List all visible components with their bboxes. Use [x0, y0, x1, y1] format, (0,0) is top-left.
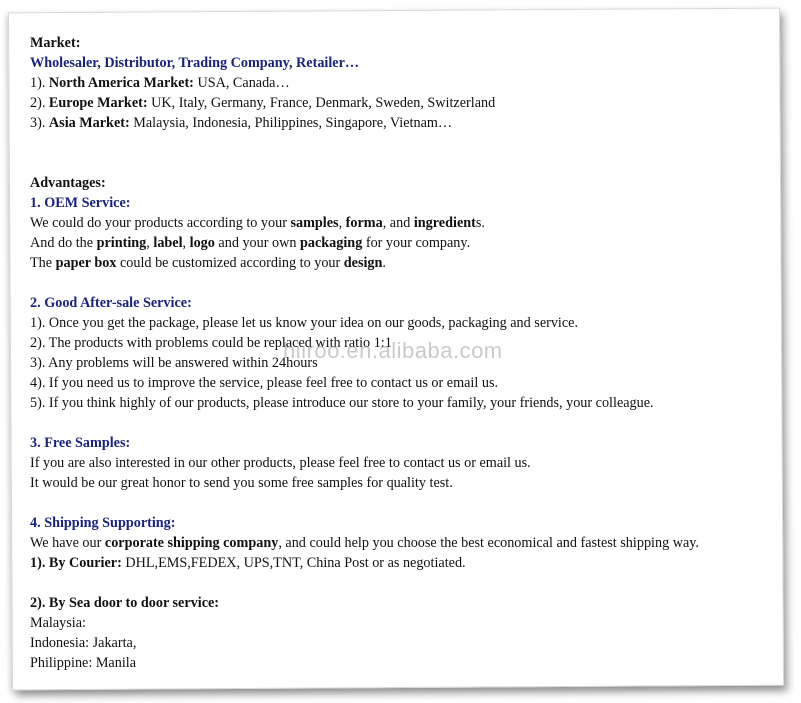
market-item: 1). North America Market: USA, Canada…: [30, 75, 290, 91]
advantages-heading: Advantages:: [30, 175, 106, 191]
oem-line: The paper box could be customized according to your design.: [30, 255, 386, 271]
market-item: 3). Asia Market: Malaysia, Indonesia, Philippines, Singapore, Vietnam…: [30, 115, 453, 131]
free-samples-item: It would be our great honor to send you some free samples for quality test.: [30, 475, 453, 491]
sea-item: Philippine: Manila: [30, 655, 137, 671]
after-sale-item: 5). If you think highly of our products, please introduce our store to your family, your friends, your colleague.: [30, 395, 654, 411]
sea-item: Malaysia:: [30, 615, 86, 631]
after-sale-item: 3). Any problems will be answered within 24hours: [30, 355, 318, 371]
market-subheading: Wholesaler, Distributor, Trading Company, Retailer…: [30, 55, 360, 71]
free-samples-title: 3. Free Samples:: [30, 435, 131, 451]
market-heading: Market:: [30, 35, 81, 51]
sea-item: Indonesia: Jakarta,: [30, 635, 137, 651]
oem-line: And do the printing, label, logo and your own packaging for your company.: [30, 235, 471, 251]
after-sale-item: 1). Once you get the package, please let us know your idea on our goods, packaging and service.: [30, 315, 579, 331]
after-sale-item: 2). The products with problems could be replaced with ratio 1:1: [30, 335, 392, 351]
courier-line: 1). By Courier: DHL,EMS,FEDEX, UPS,TNT, China Post or as negotiated.: [30, 555, 466, 571]
shipping-title: 4. Shipping Supporting:: [30, 515, 176, 531]
oem-line: We could do your products according to your samples, forma, and ingredients.: [30, 215, 485, 231]
market-item: 2). Europe Market: UK, Italy, Germany, France, Denmark, Sweden, Switzerland: [30, 95, 496, 111]
after-sale-item: 4). If you need us to improve the service, please feel free to contact us or email us.: [30, 375, 499, 391]
sea-title: 2). By Sea door to door service:: [30, 595, 220, 611]
watermark: hiiroo.en.alibaba.com: [283, 338, 503, 363]
oem-title: 1. OEM Service:: [30, 195, 131, 211]
shipping-line: We have our corporate shipping company, and could help you choose the best economical and fastest shipping way.: [30, 535, 699, 551]
free-samples-item: If you are also interested in our other products, please feel free to contact us or email us.: [30, 455, 531, 471]
after-sale-title: 2. Good After-sale Service:: [30, 295, 192, 311]
